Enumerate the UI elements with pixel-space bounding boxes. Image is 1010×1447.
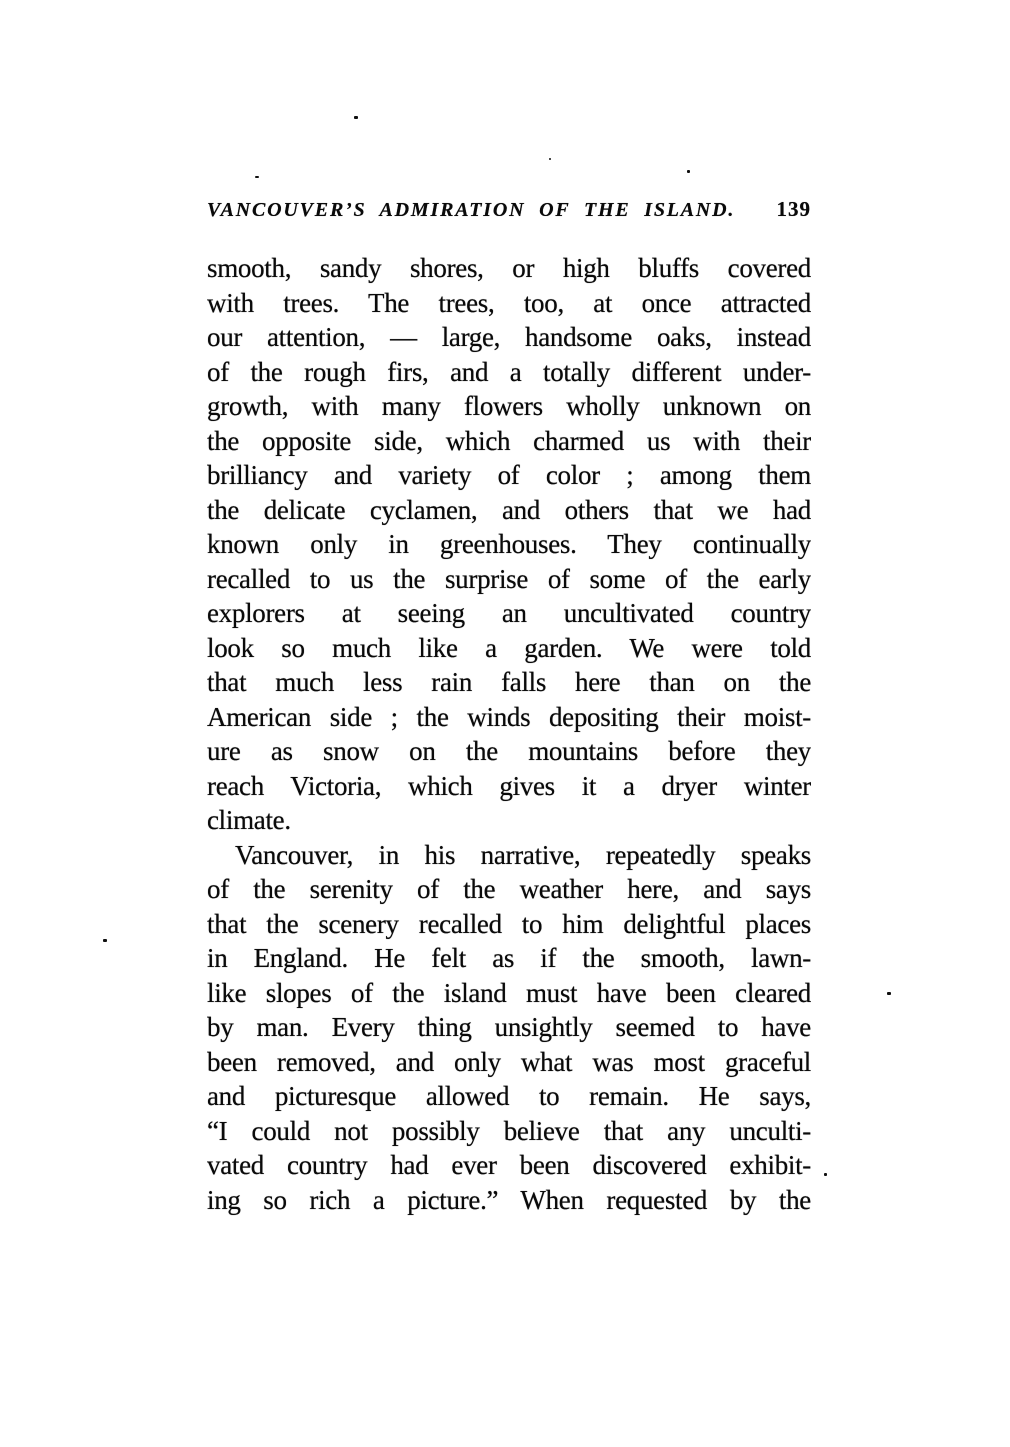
text-line: known only in greenhouses. They continually	[207, 529, 811, 559]
text-line: American side ; the winds depositing their moist-	[207, 701, 811, 732]
text-line: look so much like a garden. We were told	[207, 632, 811, 663]
text-line: recalled to us the surprise of some of the early	[207, 563, 811, 594]
running-header	[207, 196, 811, 223]
text-line: climate.	[207, 805, 291, 835]
paragraph	[207, 251, 811, 838]
text-line: and picturesque allowed to remain. He says,	[207, 1081, 811, 1111]
scan-speck	[354, 116, 358, 119]
text-line: the delicate cyclamen, and others that we had	[207, 494, 811, 525]
text-line: growth, with many flowers wholly unknown on	[207, 391, 811, 421]
text-line: that much less rain falls here than on the	[207, 667, 811, 697]
scan-speck	[103, 939, 107, 942]
text-line: brilliancy and variety of color ; among them	[207, 460, 811, 490]
text-line: been removed, and only what was most graceful	[207, 1046, 811, 1077]
text-line: our attention, — large, handsome oaks, instead	[207, 322, 811, 352]
text-line: with trees. The trees, too, at once attracted	[207, 287, 811, 318]
scan-speck	[824, 1173, 827, 1176]
text-line: “I could not possibly believe that any unculti-	[207, 1115, 811, 1146]
text-line: the opposite side, which charmed us with their	[207, 425, 811, 456]
text-line: that the scenery recalled to him delightful places	[207, 908, 811, 939]
text-line: of the serenity of the weather here, and says	[207, 874, 811, 904]
text-line: ing so rich a picture.” When requested by the	[207, 1184, 811, 1215]
scan-speck	[687, 170, 690, 173]
text-line: explorers at seeing an uncultivated country	[207, 598, 811, 628]
text-line: ure as snow on the mountains before they	[207, 736, 811, 766]
text-line: of the rough firs, and a totally different under-	[207, 356, 811, 387]
text-line: smooth, sandy shores, or high bluffs covered	[207, 253, 811, 283]
page-number: 139	[776, 197, 811, 221]
body-text	[207, 251, 811, 1217]
text-line: in England. He felt as if the smooth, lawn-	[207, 943, 811, 973]
scan-speck	[549, 158, 551, 160]
scan-speck	[255, 176, 259, 178]
text-block	[207, 196, 811, 1217]
running-header-title: VANCOUVER’S ADMIRATION OF THE ISLAND.	[207, 199, 736, 221]
text-line: like slopes of the island must have been cleared	[207, 977, 811, 1008]
text-line: Vancouver, in his narrative, repeatedly speaks	[235, 839, 811, 870]
scan-speck	[887, 992, 891, 995]
text-line: reach Victoria, which gives it a dryer winter	[207, 770, 811, 801]
text-line: by man. Every thing unsightly seemed to have	[207, 1012, 811, 1042]
paragraph	[207, 838, 811, 1218]
text-line: vated country had ever been discovered exhibit-	[207, 1150, 811, 1180]
